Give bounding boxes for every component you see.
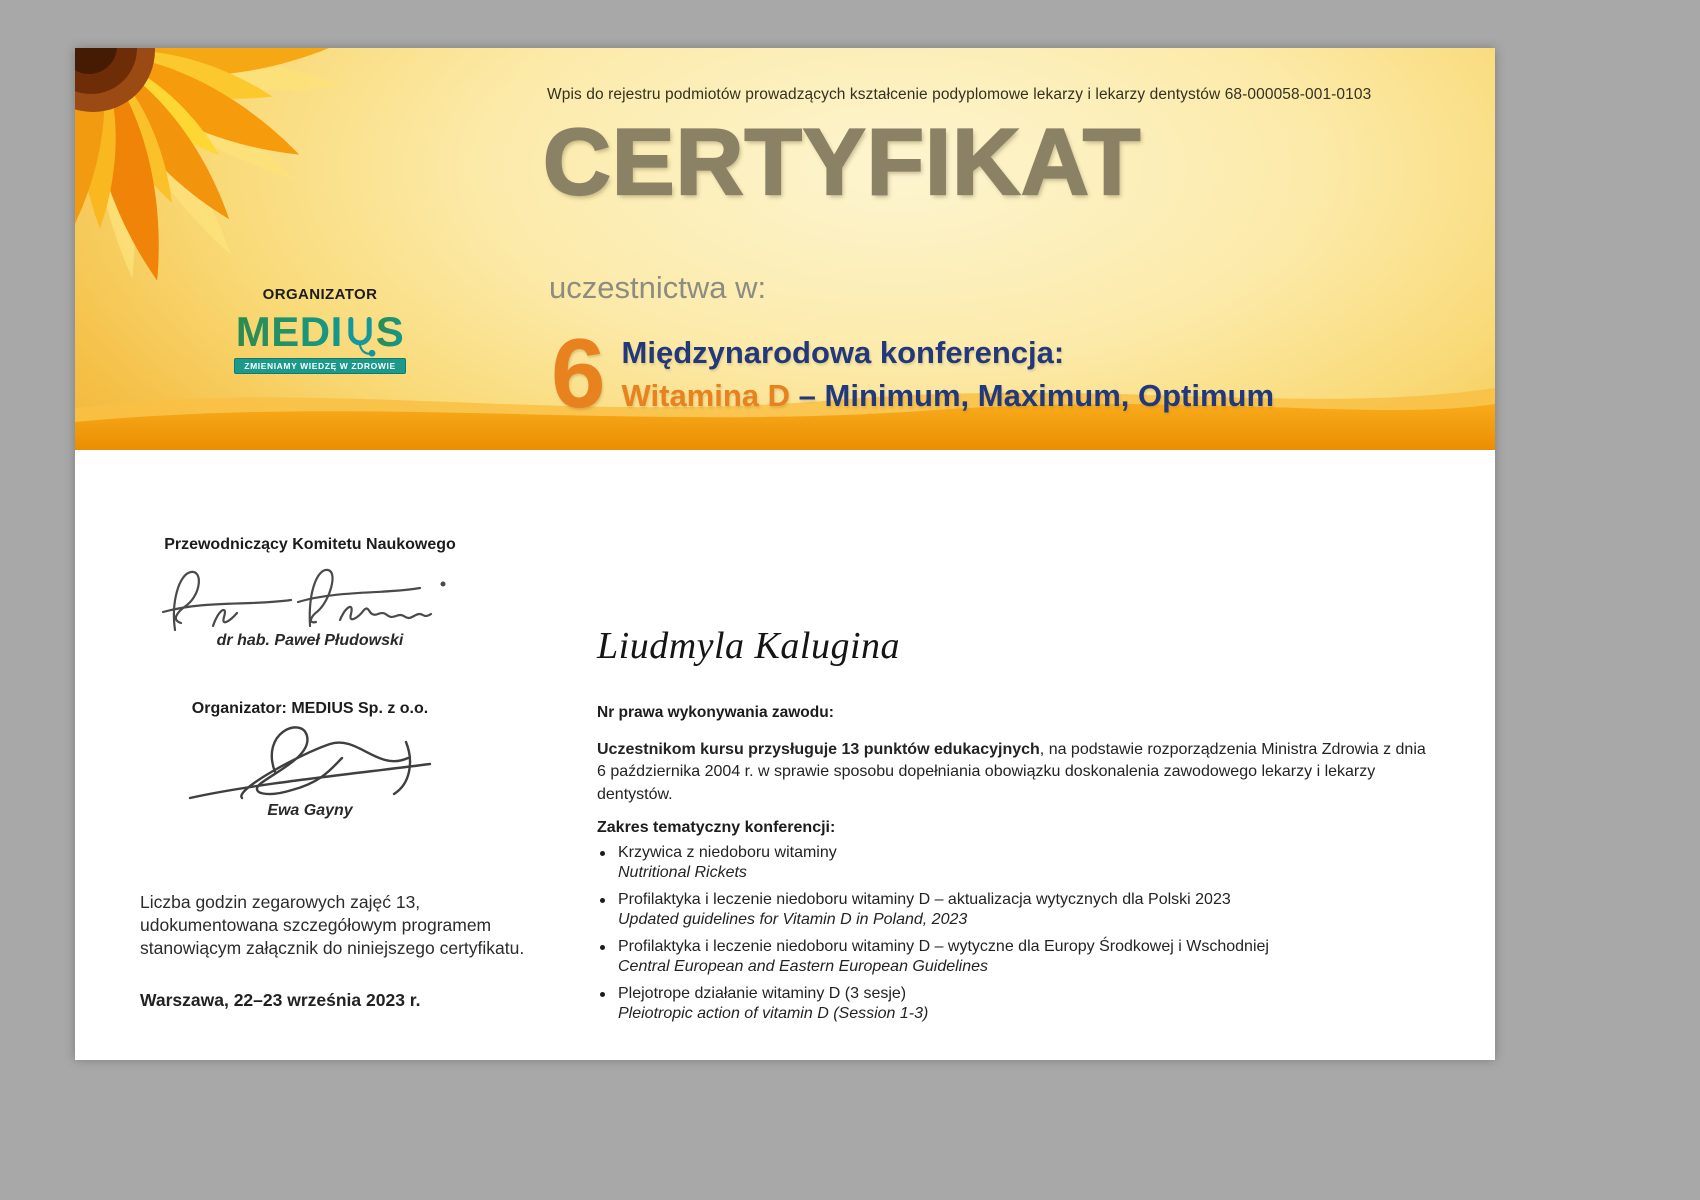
list-item — [597, 890, 1427, 929]
organizer-block — [225, 286, 415, 374]
participant-name: Liudmyla Kalugina — [597, 625, 901, 667]
topic-english: Pleiotropic action of vitamin D (Session 1-3) — [618, 1004, 929, 1022]
organizer-name: Ewa Gayny — [267, 802, 353, 819]
medius-tagline: ZMIENIAMY WIEDZĘ W ZDROWIE — [234, 358, 405, 374]
hours-note: Liczba godzin zegarowych zajęć 13, udokumentowana szczegółowym programem stanowiącym załącznik do niniejszego certyfikatu. — [140, 892, 525, 959]
list-item — [597, 984, 1427, 1023]
education-points-paragraph — [597, 739, 1427, 806]
conference-title-rest: – Minimum, Maximum, Optimum — [790, 377, 1275, 413]
medius-logo-text-right: S — [375, 308, 405, 355]
bullet-icon — [600, 851, 605, 856]
registry-line: Wpis do rejestru podmiotów prowadzących kształcenie podyplomowe lekarzy i lekarzy dentystów 68-000058-001-0103 — [547, 86, 1372, 103]
conference-title-line1: Międzynarodowa konferencja: — [621, 335, 1065, 370]
chairman-title: Przewodniczący Komitetu Naukowego — [164, 536, 456, 553]
topic-polish: Krzywica z niedoboru witaminy — [618, 844, 837, 862]
certificate-page — [75, 48, 1495, 1060]
certificate-title: CERTYFIKAT — [543, 109, 1142, 214]
topic-polish: Plejotrope działanie witaminy D (3 sesje) — [618, 985, 907, 1003]
bullet-icon — [600, 945, 605, 950]
participant-details-column — [597, 624, 1427, 1031]
topic-english: Nutritional Rickets — [618, 863, 747, 881]
certificate-subtitle: uczestnictwa w: — [549, 270, 767, 305]
topic-english: Central European and Eastern European Guidelines — [618, 957, 989, 975]
chairman-name: dr hab. Paweł Płudowski — [216, 632, 404, 649]
medius-logo — [225, 308, 415, 355]
medius-logo-text-left: MEDI — [235, 308, 343, 355]
license-number-label: Nr prawa wykonywania zawodu: — [597, 704, 834, 721]
list-item — [597, 843, 1427, 882]
organizer-label: ORGANIZATOR — [262, 286, 378, 303]
list-item — [597, 937, 1427, 976]
topics-list — [597, 843, 1427, 1023]
topic-english: Updated guidelines for Vitamin D in Poland, 2023 — [618, 910, 968, 928]
topic-polish: Profilaktyka i leczenie niedoboru witaminy D – aktualizacja wytycznych dla Polski 2023 — [618, 891, 1231, 909]
topic-polish: Profilaktyka i leczenie niedoboru witaminy D – wytyczne dla Europy Środkowej i Wschodniej — [618, 938, 1269, 956]
conference-title-line2 — [622, 375, 1275, 418]
conference-title-lines — [622, 328, 1275, 418]
education-points-bold: Uczestnikom kursu przysługuje 13 punktów edukacyjnych — [597, 741, 1040, 758]
place-and-date: Warszawa, 22–23 września 2023 r. — [140, 990, 421, 1011]
organizer-title: Organizator: MEDIUS Sp. z o.o. — [191, 700, 429, 717]
chairman-signature-image — [155, 560, 465, 642]
signatures-column — [115, 536, 525, 1011]
bullet-icon — [600, 992, 605, 997]
certificate-header — [75, 48, 1495, 450]
conference-heading — [551, 318, 1275, 428]
topics-label: Zakres tematyczny konferencji: — [597, 819, 836, 837]
organizer-signature-image — [180, 714, 440, 802]
education-points-rest: , na podstawie rozporządzenia Ministra Zdrowia z dnia 6 października 2004 r. w sprawie sposobu dopełniania obowiązku doskonalenia zawodowego lekarzy i lekarzy dentystów. — [597, 741, 1426, 803]
conference-number: 6 — [551, 318, 606, 428]
bullet-icon — [600, 898, 605, 903]
conference-title-highlight: Witamina D — [621, 377, 791, 413]
